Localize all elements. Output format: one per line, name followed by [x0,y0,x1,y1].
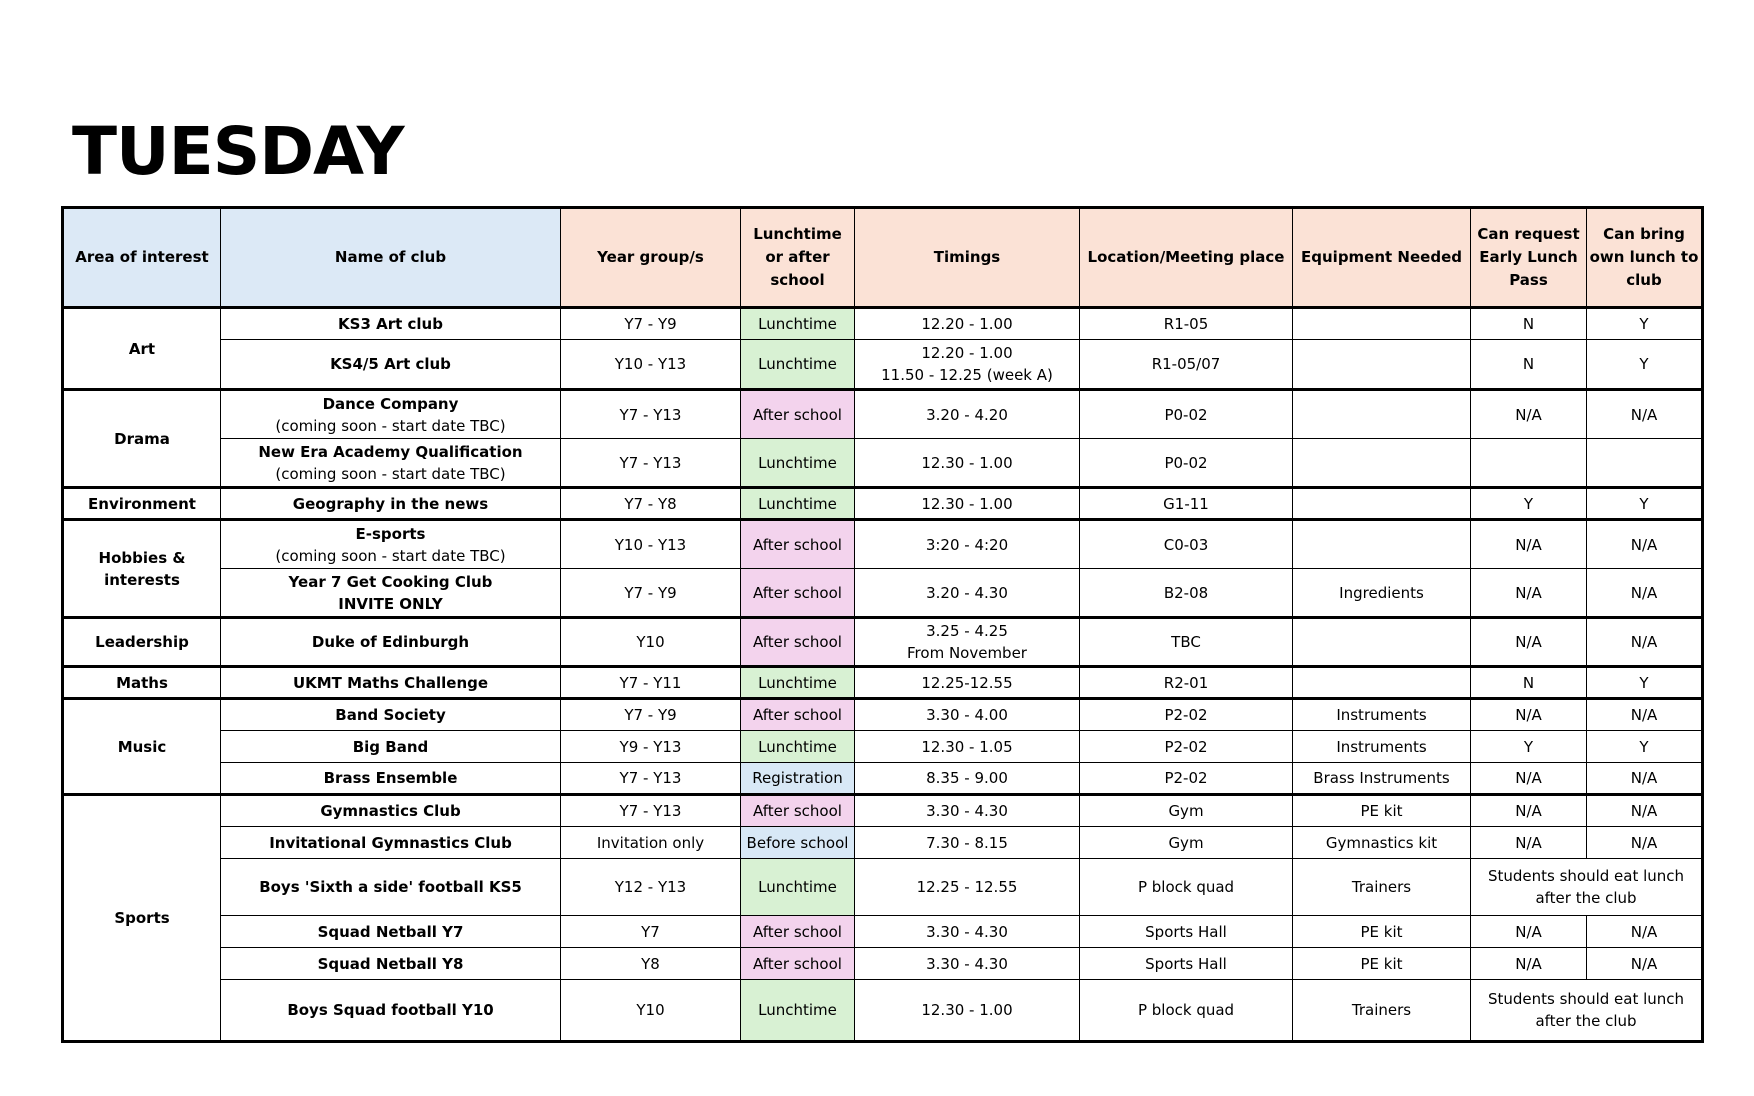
when-cell: After school [741,795,855,827]
equipment-cell [1293,618,1471,667]
table-row [63,488,1703,520]
location-cell: C0-03 [1080,520,1293,569]
club-name-cell [221,488,561,520]
equipment-cell [1293,667,1471,699]
location-cell: B2-08 [1080,569,1293,618]
club-name: UKMT Maths Challenge [292,673,489,692]
club-name-cell [221,827,561,859]
club-name-cell [221,731,561,763]
table-row [63,618,1703,667]
early-pass-cell: N [1471,667,1587,699]
table-row [63,731,1703,763]
location-cell: R2-01 [1080,667,1293,699]
when-cell: After school [741,916,855,948]
timings-cell: 12.30 - 1.05 [855,731,1080,763]
club-name-cell [221,699,561,731]
table-row [63,308,1703,340]
when-cell: Lunchtime [741,340,855,390]
club-name-note: (coming soon - start date TBC) [275,464,506,483]
own-lunch-cell: Y [1587,731,1703,763]
own-lunch-cell: N/A [1587,390,1703,439]
club-name-cell [221,980,561,1042]
timings-cell: 3.30 - 4.00 [855,699,1080,731]
table-row [63,763,1703,795]
club-name-cell [221,948,561,980]
location-cell: TBC [1080,618,1293,667]
timings-cell: 3.30 - 4.30 [855,948,1080,980]
own-lunch-cell: Y [1587,308,1703,340]
header-area: Area of interest [63,208,221,308]
location-cell: P2-02 [1080,699,1293,731]
when-cell: Lunchtime [741,980,855,1042]
year-cell: Y7 - Y11 [561,667,741,699]
club-name-cell [221,916,561,948]
location-cell: Sports Hall [1080,916,1293,948]
equipment-cell: PE kit [1293,948,1471,980]
location-cell: P2-02 [1080,731,1293,763]
early-pass-cell [1471,439,1587,488]
club-name-cell [221,569,561,618]
header-when: Lunchtime or after school [741,208,855,308]
location-cell: Sports Hall [1080,948,1293,980]
timings-cell: 12.20 - 1.00 [855,308,1080,340]
club-name-cell [221,667,561,699]
equipment-cell: PE kit [1293,916,1471,948]
header-year: Year group/s [561,208,741,308]
early-pass-cell: N/A [1471,763,1587,795]
year-cell: Y10 - Y13 [561,520,741,569]
equipment-cell: Ingredients [1293,569,1471,618]
year-cell: Y7 - Y9 [561,569,741,618]
club-name: Geography in the news [292,494,489,513]
when-cell: After school [741,569,855,618]
table-row [63,859,1703,916]
area-cell: Maths [63,667,221,699]
location-cell: Gym [1080,795,1293,827]
when-cell: Lunchtime [741,488,855,520]
when-cell: Lunchtime [741,667,855,699]
club-name-note: INVITE ONLY [338,594,443,613]
own-lunch-cell: N/A [1587,520,1703,569]
early-pass-cell: Y [1471,731,1587,763]
timings-line-2: From November [907,644,1027,662]
page-title: TUESDAY [72,113,404,190]
table-row [63,699,1703,731]
when-cell: Lunchtime [741,731,855,763]
own-lunch-cell: N/A [1587,618,1703,667]
club-name: Duke of Edinburgh [311,633,470,651]
header-early-pass: Can request Early Lunch Pass [1471,208,1587,308]
when-cell: Before school [741,827,855,859]
club-name-cell [221,390,561,439]
timings-cell [855,618,1080,667]
equipment-cell: PE kit [1293,795,1471,827]
when-cell: After school [741,520,855,569]
table-row [63,340,1703,390]
timings-cell: 12.30 - 1.00 [855,488,1080,520]
when-cell: Lunchtime [741,308,855,340]
own-lunch-cell: N/A [1587,827,1703,859]
club-name: New Era Academy Qualification [258,442,523,461]
club-name: Dance Company [322,394,459,413]
location-cell: Gym [1080,827,1293,859]
club-name: Year 7 Get Cooking Club [288,572,493,591]
location-cell: P0-02 [1080,439,1293,488]
lunch-note-cell: Students should eat lunch after the club [1471,980,1703,1042]
table-row [63,948,1703,980]
club-name-note: (coming soon - start date TBC) [275,546,506,565]
year-cell: Y10 [561,980,741,1042]
club-name: KS4/5 Art club [330,355,451,373]
equipment-cell [1293,488,1471,520]
equipment-cell [1293,340,1471,390]
area-cell: Art [63,308,221,390]
own-lunch-cell: Y [1587,667,1703,699]
when-cell: After school [741,948,855,980]
club-name-cell [221,308,561,340]
timings-cell: 3.30 - 4.30 [855,795,1080,827]
when-cell: After school [741,618,855,667]
timings-cell: 12.30 - 1.00 [855,439,1080,488]
timings-cell: 3:20 - 4:20 [855,520,1080,569]
club-name-cell [221,763,561,795]
early-pass-cell: N/A [1471,520,1587,569]
timings-cell: 3.30 - 4.30 [855,916,1080,948]
location-cell: R1-05/07 [1080,340,1293,390]
year-cell: Y7 - Y8 [561,488,741,520]
when-cell: Lunchtime [741,439,855,488]
table-row [63,439,1703,488]
area-cell: Hobbies & interests [63,520,221,618]
club-name: Band Society [335,706,446,724]
early-pass-cell: N/A [1471,827,1587,859]
early-pass-cell: N/A [1471,795,1587,827]
club-name-cell [221,520,561,569]
header-name: Name of club [221,208,561,308]
year-cell: Y7 - Y13 [561,390,741,439]
timings-line: 12.20 - 1.00 [921,344,1013,362]
header-equipment: Equipment Needed [1293,208,1471,308]
year-cell: Y7 - Y13 [561,763,741,795]
year-cell: Y9 - Y13 [561,731,741,763]
timings-cell: 12.25 - 12.55 [855,859,1080,916]
when-cell: After school [741,699,855,731]
location-cell: P block quad [1080,980,1293,1042]
club-name: E-sports [355,524,426,543]
area-cell: Sports [63,795,221,1042]
early-pass-cell: N/A [1471,916,1587,948]
equipment-cell: Instruments [1293,699,1471,731]
timings-cell: 12.25-12.55 [855,667,1080,699]
early-pass-cell: N/A [1471,390,1587,439]
equipment-cell: Brass Instruments [1293,763,1471,795]
location-cell: P2-02 [1080,763,1293,795]
club-name-cell [221,795,561,827]
clubs-table [61,206,1704,1043]
early-pass-cell: N/A [1471,618,1587,667]
own-lunch-cell: N/A [1587,795,1703,827]
header-timings: Timings [855,208,1080,308]
equipment-cell: Trainers [1293,980,1471,1042]
table-row [63,980,1703,1042]
timings-line-2: 11.50 - 12.25 (week A) [881,366,1053,384]
club-name-note: (coming soon - start date TBC) [275,416,506,435]
timings-cell: 7.30 - 8.15 [855,827,1080,859]
equipment-cell [1293,520,1471,569]
year-cell: Y7 - Y9 [561,308,741,340]
area-cell: Drama [63,390,221,488]
early-pass-cell: Y [1471,488,1587,520]
table-row [63,827,1703,859]
table-row [63,569,1703,618]
year-cell: Y10 - Y13 [561,340,741,390]
lunch-note-cell: Students should eat lunch after the club [1471,859,1703,916]
club-name: Squad Netball Y7 [317,922,464,941]
area-cell: Music [63,699,221,795]
own-lunch-cell: Y [1587,488,1703,520]
year-cell: Y8 [561,948,741,980]
table-row [63,916,1703,948]
club-name: Gymnastics Club [320,802,461,820]
year-cell: Y7 - Y13 [561,439,741,488]
own-lunch-cell: N/A [1587,948,1703,980]
when-cell: Registration [741,763,855,795]
timings-cell: 3.20 - 4.30 [855,569,1080,618]
club-name-cell [221,439,561,488]
when-cell: After school [741,390,855,439]
year-cell: Y7 - Y13 [561,795,741,827]
equipment-cell: Trainers [1293,859,1471,916]
table-row [63,667,1703,699]
early-pass-cell: N [1471,308,1587,340]
area-cell: Leadership [63,618,221,667]
own-lunch-cell: N/A [1587,763,1703,795]
own-lunch-cell: N/A [1587,699,1703,731]
own-lunch-cell: N/A [1587,569,1703,618]
early-pass-cell: N/A [1471,948,1587,980]
club-name: Big Band [352,737,429,756]
when-cell: Lunchtime [741,859,855,916]
timings-cell: 3.20 - 4.20 [855,390,1080,439]
own-lunch-cell [1587,439,1703,488]
table-row [63,520,1703,569]
timings-cell [855,340,1080,390]
table-row [63,795,1703,827]
early-pass-cell: N/A [1471,699,1587,731]
timings-cell: 8.35 - 9.00 [855,763,1080,795]
location-cell: G1-11 [1080,488,1293,520]
club-name: Brass Ensemble [323,769,458,787]
club-name: Squad Netball Y8 [317,954,464,973]
location-cell: P block quad [1080,859,1293,916]
location-cell: P0-02 [1080,390,1293,439]
own-lunch-cell: Y [1587,340,1703,390]
year-cell: Y12 - Y13 [561,859,741,916]
club-name-cell [221,859,561,916]
club-name: Invitational Gymnastics Club [269,833,512,852]
year-cell: Invitation only [561,827,741,859]
club-name: Boys Squad football Y10 [287,1001,494,1019]
year-cell: Y7 - Y9 [561,699,741,731]
equipment-cell [1293,439,1471,488]
club-name-cell [221,618,561,667]
area-cell: Environment [63,488,221,520]
timings-line: 3.25 - 4.25 [926,622,1008,640]
table-row [63,390,1703,439]
header-row [63,208,1703,308]
equipment-cell [1293,308,1471,340]
equipment-cell [1293,390,1471,439]
equipment-cell: Gymnastics kit [1293,827,1471,859]
timings-cell: 12.30 - 1.00 [855,980,1080,1042]
location-cell: R1-05 [1080,308,1293,340]
early-pass-cell: N [1471,340,1587,390]
header-location: Location/Meeting place [1080,208,1293,308]
header-own-lunch: Can bring own lunch to club [1587,208,1703,308]
year-cell: Y10 [561,618,741,667]
club-name-cell [221,340,561,390]
club-name: Boys 'Sixth a side' football KS5 [259,878,522,896]
year-cell: Y7 [561,916,741,948]
early-pass-cell: N/A [1471,569,1587,618]
own-lunch-cell: N/A [1587,916,1703,948]
club-name: KS3 Art club [338,315,443,333]
equipment-cell: Instruments [1293,731,1471,763]
